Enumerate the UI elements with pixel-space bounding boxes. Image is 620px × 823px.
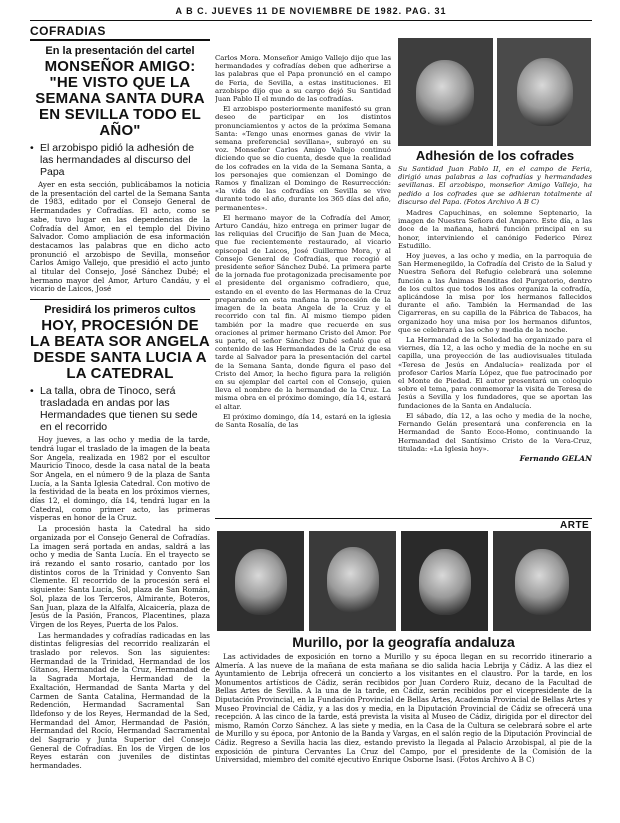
portrait-1 [217, 531, 304, 631]
story1-headline: MONSEÑOR AMIGO: "HE VISTO QUE LA SEMANA SANTA DURA EN SEVILLA TODO EL AÑO" [35, 58, 205, 139]
archbishop-face [517, 58, 573, 126]
col3-para-3: La Hermandad de la Soledad ha organizado para el viernes, día 12, a las ocho y media de la noche en su capilla, una proyección de las audiovisuales titulada «Teresa de Jesús en Andalucía» realizada por el profesor Carlos María López, que fue patrocinado por el Monte de Piedad. El autor presentará un coloquio sobre el tema, para conmemorar la visita de Teresa de Jesús a Sevilla y los fundadores, que se aportan las fundaciones de la Santa en Andalucía. [398, 336, 592, 410]
photo-caption-head: Adhesión de los cofrades [415, 148, 575, 163]
portrait-4 [493, 531, 591, 631]
col3-para-1: Madres Capuchinas, en solemne Septenario, la imagen de Nuestra Señora del Amparo. Este día, a las doce de la mañana, habrá función principal en su honor, interviniendo el canónigo Federico Pérez Estudillo. [398, 209, 592, 250]
pope-face [416, 60, 474, 126]
arte-headline: Murillo, por la geografía andaluza [292, 634, 515, 650]
arte-tag: ARTE [560, 520, 590, 531]
arte-article [215, 634, 592, 819]
portrait-2 [309, 531, 396, 631]
story1-body: Ayer en esta sección, publicábamos la noticia de la presentación del cartel de la Semana Santa de 1983, editado por el Consejo General de Hermandades y Cofradías. El acto, como se sabe, tuvo lugar en las dependencias de la Cofradía del Amor, en el templo del Divino Salvador. Como ampliación de esa información destacamos las palabras que en dicho acto pronunció el arzobispo de Sevilla, monseñor Carlos Amigo Vallejo, que presidió el acto junto al titular del Consejo, José Sánchez Dubé; el hermano mayor del Amor, Arturo Candáu, y el vicario de Laicos, José [30, 180, 210, 294]
col2-para-1: Carlos Mora. Monseñor Amigo Vallejo dijo que las hermandades y cofradías deben que adherirse a las palabras que el Papa pronunció en el campo de Feria, de Sevilla, a estas instituciones. El arzobispo dijo que a su cargo dejó Su Santidad Juan Pablo II el mundo de las cofradías. [215, 54, 391, 104]
portrait-2-face [327, 547, 379, 613]
column-2 [215, 54, 391, 516]
section-label: COFRADIAS [30, 24, 210, 41]
portrait-1-face [235, 549, 287, 615]
header-rule [30, 20, 592, 21]
column-1 [30, 24, 210, 819]
photo-caption: Su Santidad Juan Pablo II, en el campo de Feria, dirigió unas palabras a las cofradías y hermandades sevillanas. El arzobispo, monseñor Amigo Vallejo, ha pedido a los cofrades que se adhieran totalmente al discurso del Papa. (Fotos Archivo A B C) [398, 165, 592, 206]
portrait-3-face [419, 549, 471, 615]
story2-body-1: Hoy jueves, a las ocho y media de la tarde, tendrá lugar el traslado de la imagen de la beata Sor Angela, realizada en 1982 por el escultor Mauricio Tinoco, desde la casa natal de la beata Sor Angela, en el número 9 de la plaza de Santa Lucía, a la Santa Iglesia Catedral. Con motivo de la festividad de la beata en los próximos viernes, días 12, el domingo, día 14, tendrá lugar en la Catedral, como primer acto, las primeras vísperas en honor de la Cruz. [30, 435, 210, 523]
story2-headline: HOY, PROCESIÓN DE LA BEATA SOR ANGELA DESDE SANTA LUCIA A LA CATEDRAL [30, 317, 210, 383]
col2-para-2: El arzobispo posteriormente manifestó su gran deseo de participar en los distintos pronunciamientos y actos de la próxima Semana Santa: «Tengo unas enormes ganas de vivir la semana preferencial sevillana», subrayó en su voz. Monseñor Carlos Amigo Vallejo continuó diciendo que se dio cuenta, desde que la realidad de los cofrades en la vida de la Semana Santa, a los personajes que comienzan el Domingo de Ramos y finalizan el Domingo de Resurrección: «la vida de las cofradías en Sevilla se vive durante todo el año, durante los 365 días del año, permanentes». [215, 105, 391, 212]
story-divider [30, 299, 210, 300]
story2-kicker: Presidirá los primeros cultos [44, 304, 196, 317]
story2-body-3: Las hermandades y cofradías radicadas en las distintas feligresías del recorrido realizarán el traslado por relevos. Son las siguientes: Hermandad de la Trinidad, Hermandad de los Gitanos, Hermandad de la Cruz, Hermandad de la Sagrada Mortaja, Hermandad de la Exaltación, Hermandad de Santa Marta y del Carmen de Santa Catalina, Hermandad de la Redención, Hermandad Sacramental San Ildefonso y de los Reyes, Hermandad de la Sed, Hermandad del Amor, Hermandad de Pasión, Hermandad del Rocío, Hermandad Sacramental del Sagrario y Junta Superior del Consejo General de Cofradías. En los de Virgen de los Reyes estarán con juveniles de distintas hermandades. [30, 630, 210, 771]
story2-body-2: La procesión hasta la Catedral ha sido organizada por el Consejo General de Cofradías. La imagen será portada en andas, saldrá a las ocho y media de Santa Lucía. En el trayecto se irá rezando el santo rosario, cantado por los distintos coros de la Trinidad y Convento San Clemente. El recorrido de la procesión será el siguiente: Santa Lucía, Sol, plaza de San Román, Sol, plaza de los Terceros, Almirante, Boteros, San Juan, plaza de la Alfalfa, Alcaicería, plaza de Jesús de la Pasión, Francos, Placentines, plaza Virgen de los Reyes, Puerta de los Palos. [30, 524, 210, 629]
archbishop-photo [497, 38, 591, 146]
col2-para-3: El hermano mayor de la Cofradía del Amor, Arturo Candáu, hizo entrega en primer lugar de las reliquias del Crucifijo de San Juan de Meca, que fue recientemente restaurado, al vicario episcopal de Laicos, José Guillermo Mora, y al Consejo General de Cofradías, que recogió el presidente señor Sánchez Dubé. La primera parte de la jornada fue protagonizada precisamente por el presidente del organismo cofradiero, que, estando en el evento de las Hermanas de la Cruz preparando en esta mañana la procesión de la imagen de la beata Angela de la Cruz y el recorrido con tal fin. Al mismo tiempo piden también por la madre que recuerde en sus oraciones al primer hermano Cristo del Amor. Por su parte, el señor Sánchez Dubé señaló que el contenido de las Hermandades de la Cruz de esa tarde al Salvador para la presentación del cartel de la Semana Santa, donde figura el paso del Cristo del Amor, la hecho figura para la religión en su ejemplar del cartel con el Consejo, quien lleva el nombre de la hermandad de la Cruz. La misma obra en el próximo domingo, día 14, estará el altar. [215, 213, 391, 411]
story1-kicker: En la presentación del cartel [45, 45, 195, 57]
col2-para-4: El próximo domingo, día 14, estará en la iglesia de Santa Rosalía, de las [215, 412, 391, 429]
col3-para-2: Hoy jueves, a las ocho y media, en la parroquia de San Hermenegildo, la Cofradía del Cristo de la Salud y Nuestra Señora del Refugio celebrará una solemne función a las Ánimas Benditas del Purgatorio, dentro de los cultos que todos los años organiza la cofradía, aplicándose la misa por los hermanos fallecidos durante el año. También la Hermandad de las Cigarreras, en su capilla de la Fábrica de Tabacos, ha organizado hoy una misa por los hermanos difuntos, que se celebrará a las ocho y media de la noche. [398, 252, 592, 334]
story2-deck: • La talla, obra de Tinoco, será trasladada en andas por las Hermandades que tienen su sede en el recorrido [30, 385, 210, 433]
story1-deck: • El arzobispo pidió la adhesión de las hermandades al discurso del Papa [30, 142, 210, 178]
signature: Fernando GELAN [519, 453, 592, 463]
arte-rule [215, 518, 592, 519]
portrait-4-face [515, 549, 569, 615]
pope-photo [398, 38, 493, 146]
arte-body: Las actividades de exposición en torno a Murillo y su época llegan en su recorrido itinerario a Almería. A las nueve de la mañana de esta mañana se dio salida hacia Lebrija y Cádiz. A las diez el Ayuntamiento de Lebrija ofrecerá un concierto a los visitantes en el claustro. Por la tarde, en los Monumentos artísticos de Cádiz, serán recibidos por Juan Cordero Ruiz, decano de la Facultad de Bellas Artes de Sevilla. A la una de la tarde, en Cádiz, serán recibidos por el vicepresidente de la Diputación Provincial, en la Fundación Provincial de Bellas Artes, Academia Provincial de Bellas Artes y Museo Provincial de Cádiz, y a las dos y media, en la Diputación Provincial de Cádiz se ofrecerá una recepción. A las cinco de la tarde, está prevista la visita al Museo de Cádiz, dirigida por el director del mismo, Ramón Corzo Sánchez. A las siete y media, en la Casa de la Cultura se celebrará sobre el arte de Murillo y su época, por Antonio de la Banda y Vargas, en el salón regio de la Diputación Provincial de Cádiz. Regreso a Sevilla hacia las diez, estando previsto la llegada al Palacio Arzobispal, al pie de la exposición de pintura Cervantes La Cruz del Campo, por el presidente de la Comisión de la Universidad, miembro del comité ejecutivo Enrique Osborne Isasi. (Fotos Archivo A B C) [215, 652, 592, 765]
portrait-3 [401, 531, 488, 631]
running-head: A B C. JUEVES 11 DE NOVIEMBRE DE 1982. PAG. 31 [175, 6, 447, 16]
column-3 [398, 148, 592, 518]
col3-para-4: El sábado, día 12, a las ocho y media de la noche, Fernando Gelán presentará una conferencia en la Hermandad de Santo Ecce-Homo, continuando la Hermandad del Santísimo Cristo de la Vera-Cruz, titulada: «La Iglesia hoy». [398, 411, 592, 453]
